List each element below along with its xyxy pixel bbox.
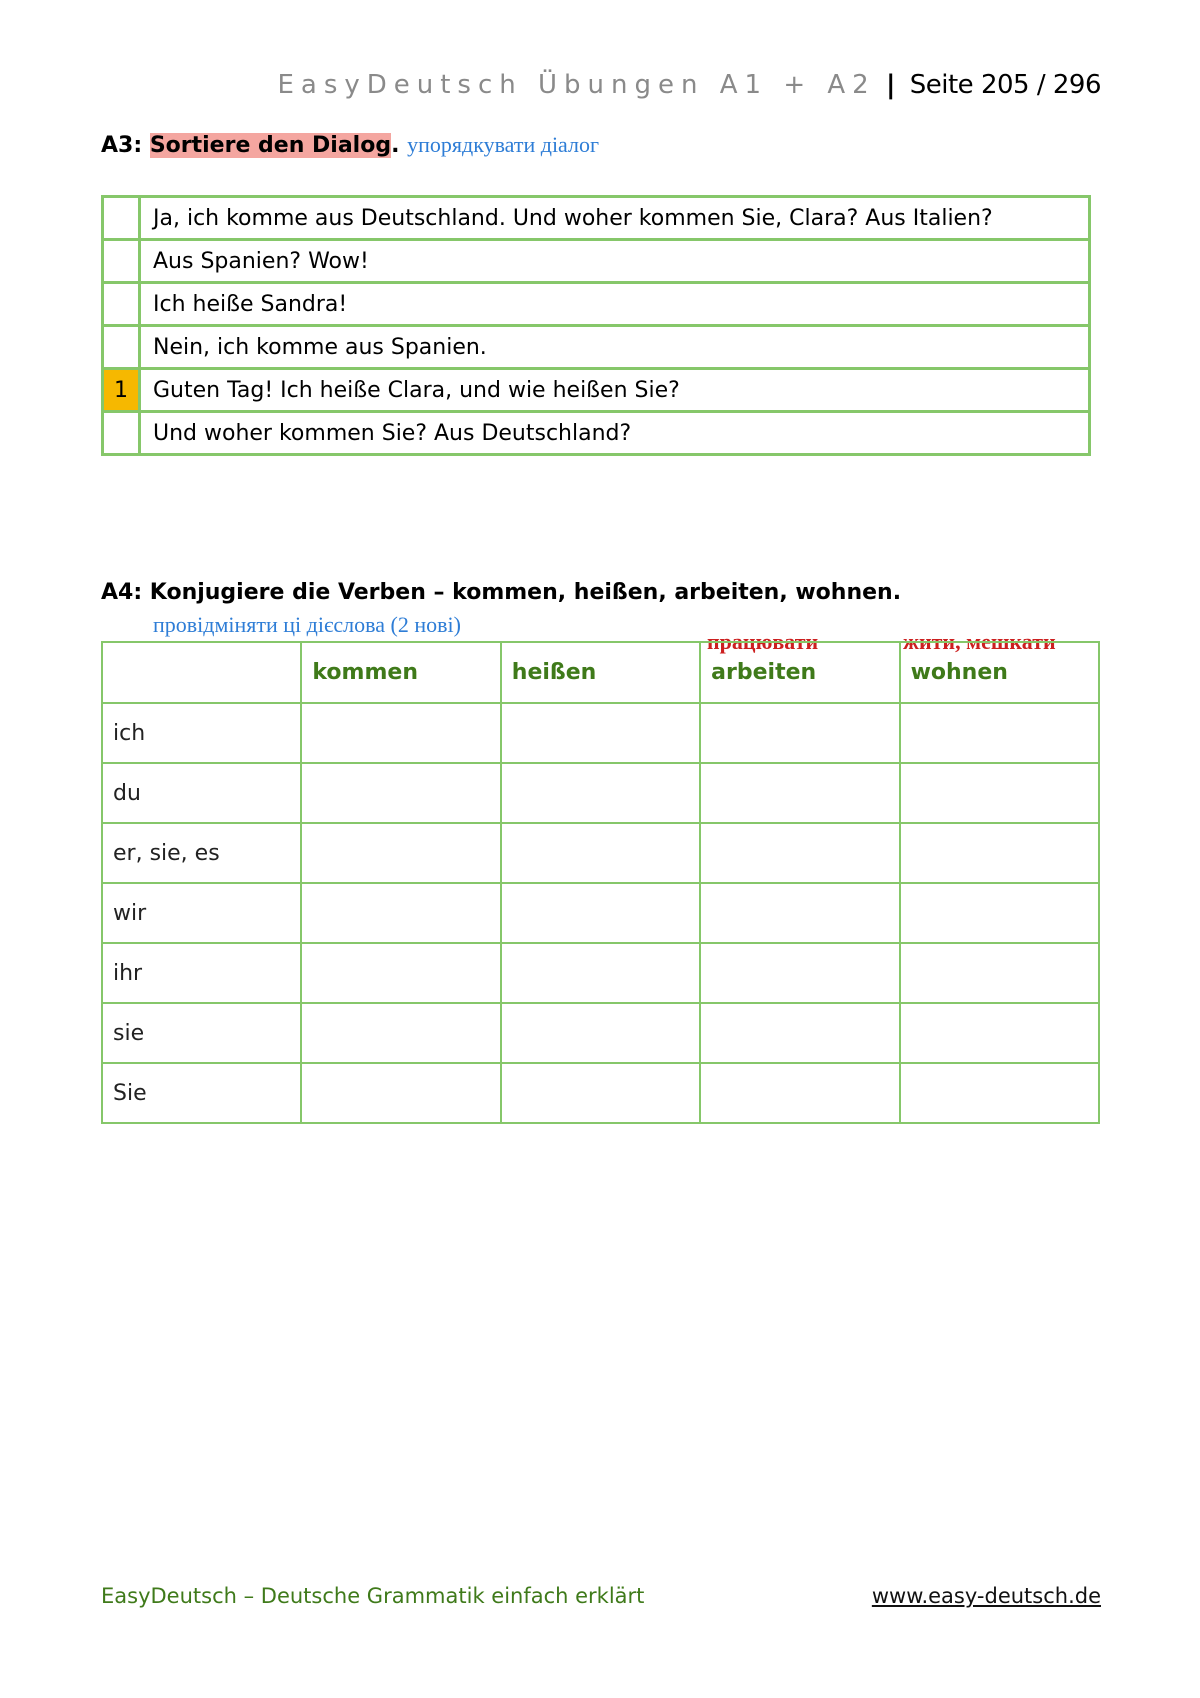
answer-cell[interactable] [700,703,899,763]
column-header-arbeiten: arbeiten [700,642,899,703]
answer-cell[interactable] [501,943,700,1003]
exercise-a3-instruction: Sortiere den Dialog [149,133,392,158]
column-header-wohnen: wohnen [900,642,1099,703]
exercise-a4-translation: провідміняти ці дієслова (2 нові) [153,612,461,637]
exercise-a3-label: A3: [101,133,143,158]
order-number-field[interactable] [103,412,140,455]
answer-cell[interactable] [301,1003,500,1063]
answer-cell[interactable] [900,883,1099,943]
dialog-row [103,326,1090,369]
answer-cell[interactable] [700,1063,899,1123]
pronoun-cell: wir [102,883,301,943]
answer-cell[interactable] [301,763,500,823]
answer-cell[interactable] [301,823,500,883]
dialog-row [103,369,1090,412]
conjugation-header-row [102,642,1099,703]
answer-cell[interactable] [301,883,500,943]
dialog-line: Nein, ich komme aus Spanien. [140,326,1090,369]
conjugation-row [102,883,1099,943]
conjugation-row [102,823,1099,883]
conjugation-table [101,641,1100,1124]
answer-cell[interactable] [900,1063,1099,1123]
order-number-field[interactable] [103,240,140,283]
dialog-line: Guten Tag! Ich heiße Clara, und wie heißen Sie? [140,369,1090,412]
order-number-field[interactable] [103,326,140,369]
page-header [277,70,1101,100]
pronoun-cell: Sie [102,1063,301,1123]
answer-cell[interactable] [900,703,1099,763]
exercise-a3-translation: упорядкувати діалог [407,132,600,157]
answer-cell[interactable] [700,943,899,1003]
answer-cell[interactable] [700,763,899,823]
dialog-row [103,197,1090,240]
note-arbeiten-translation: працювати [707,629,819,654]
conjugation-row [102,703,1099,763]
answer-cell[interactable] [301,943,500,1003]
conjugation-row [102,1063,1099,1123]
pronoun-cell: sie [102,1003,301,1063]
answer-cell[interactable] [501,1003,700,1063]
answer-cell[interactable] [700,823,899,883]
dialog-table [101,195,1091,456]
answer-cell[interactable] [301,1063,500,1123]
dialog-line: Ja, ich komme aus Deutschland. Und woher kommen Sie, Clara? Aus Italien? [140,197,1090,240]
dialog-line: Aus Spanien? Wow! [140,240,1090,283]
footer-tagline: EasyDeutsch – Deutsche Grammatik einfach erklärt [101,1584,645,1608]
answer-cell[interactable] [900,943,1099,1003]
exercise-a3-title [101,132,599,158]
header-brand: EasyDeutsch Übungen A1 + A2 [277,70,876,100]
answer-cell[interactable] [900,763,1099,823]
answer-cell[interactable] [301,703,500,763]
header-page-number: Seite 205 / 296 [909,70,1101,100]
answer-cell[interactable] [700,1003,899,1063]
conjugation-row [102,943,1099,1003]
answer-cell[interactable] [501,703,700,763]
answer-cell[interactable] [501,883,700,943]
answer-cell[interactable] [501,1063,700,1123]
exercise-a3-period: . [391,133,400,158]
conjugation-row [102,763,1099,823]
column-header-empty [102,642,301,703]
note-wohnen-translation: жити, мешкати [903,629,1056,654]
dialog-row [103,283,1090,326]
dialog-line: Und woher kommen Sie? Aus Deutschland? [140,412,1090,455]
pronoun-cell: du [102,763,301,823]
answer-cell[interactable] [700,883,899,943]
order-number-field[interactable]: 1 [103,369,140,412]
exercise-a4-title: A4: Konjugiere die Verben – kommen, heißen, arbeiten, wohnen. [101,580,902,605]
dialog-line: Ich heiße Sandra! [140,283,1090,326]
pronoun-cell: ich [102,703,301,763]
column-header-kommen: kommen [301,642,500,703]
footer-website-link[interactable]: www.easy-deutsch.de [871,1584,1101,1608]
dialog-row [103,412,1090,455]
column-header-heissen: heißen [501,642,700,703]
conjugation-row [102,1003,1099,1063]
answer-cell[interactable] [501,763,700,823]
answer-cell[interactable] [501,823,700,883]
answer-cell[interactable] [900,1003,1099,1063]
header-separator: | [886,70,896,100]
order-number-field[interactable] [103,197,140,240]
answer-cell[interactable] [900,823,1099,883]
pronoun-cell: ihr [102,943,301,1003]
order-number-field[interactable] [103,283,140,326]
pronoun-cell: er, sie, es [102,823,301,883]
dialog-row [103,240,1090,283]
